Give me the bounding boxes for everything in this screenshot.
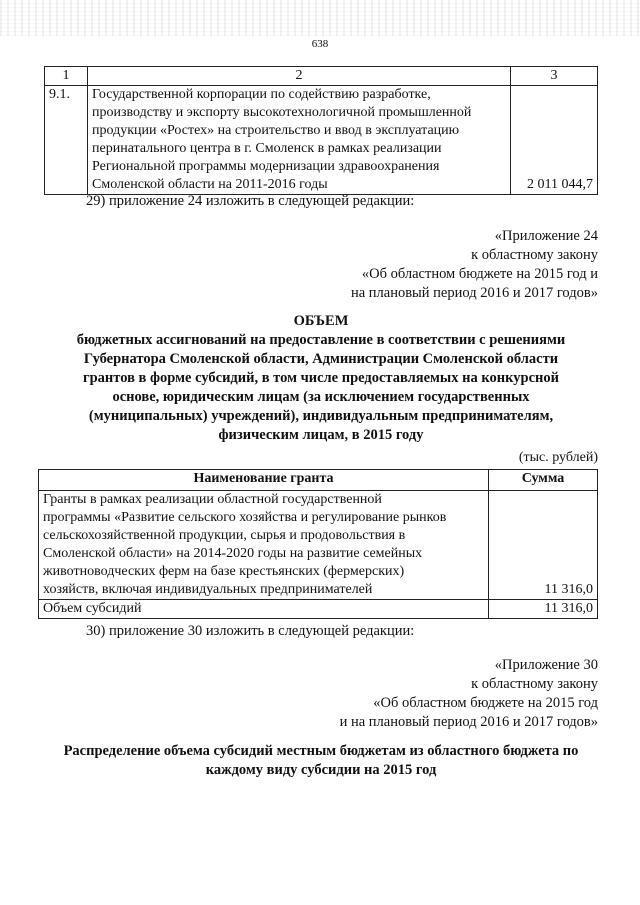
description-line: Гранты в рамках реализации областной государственной (43, 492, 382, 507)
units-label: (тыс. рублей) (518, 450, 598, 465)
appendix-line: «Приложение 24 (494, 228, 598, 244)
heading-line: грантов в форме субсидий, в том числе предоставляемых на конкурсной (83, 370, 559, 386)
grant-amount: 11 316,0 (489, 491, 598, 600)
column-header: Сумма (489, 470, 598, 491)
row-description (88, 86, 511, 195)
heading-line: Распределение объема субсидий местным бюджетам из областного бюджета по (63, 743, 579, 759)
description-line: животноводческих ферм на базе крестьянских (фермерских) (43, 564, 405, 579)
heading-title: ОБЪЕМ (293, 313, 349, 329)
distribution-heading (44, 742, 598, 780)
continued-table (44, 66, 598, 195)
heading-line: основе, юридическим лицам (за исключением государственных (112, 389, 530, 405)
description-line: Региональной программы модернизации здравоохранения (92, 159, 440, 174)
grant-description (39, 491, 489, 600)
heading-line: каждому виду субсидии на 2015 год (205, 762, 437, 778)
table-row (39, 600, 598, 619)
heading-line: Губернатора Смоленской области, Администрации Смоленской области (83, 351, 559, 367)
row-amount: 2 011 044,7 (511, 86, 598, 195)
volume-heading (44, 312, 598, 445)
heading-line: бюджетных ассигнований на предоставление в соответствии с решениями (76, 332, 566, 348)
table-row (45, 86, 598, 195)
description-line: продукции «Ростех» на строительство и ввод в эксплуатацию (92, 123, 460, 138)
description-line: хозяйств, включая индивидуальных предпринимателей (43, 582, 373, 597)
grant-table (38, 469, 598, 619)
appendix-line: «Приложение 30 (494, 657, 598, 673)
appendix-line: «Об областном бюджете на 2015 год и (361, 266, 598, 282)
description-line: Смоленской области» на 2014-2020 годы на развитие семейных (43, 546, 423, 561)
appendix-line: и на плановый период 2016 и 2017 годов» (339, 714, 598, 730)
appendix-24-header (351, 227, 598, 303)
column-header: 1 (45, 67, 88, 86)
table-header-row (39, 470, 598, 491)
appendix-line: к областному закону (471, 247, 598, 263)
column-header: 2 (88, 67, 511, 86)
description-line: перинатального центра в г. Смоленск в рамках реализации (92, 141, 442, 156)
row-number: 9.1. (45, 86, 88, 195)
appendix-line: «Об областном бюджете на 2015 год (373, 695, 598, 711)
table-header-row (45, 67, 598, 86)
heading-line: физическим лицам, в 2015 году (218, 427, 424, 443)
paragraph-29: 29) приложение 24 изложить в следующей редакции: (86, 193, 415, 209)
description-line: Смоленской области на 2011-2016 годы (92, 177, 328, 192)
appendix-line: к областному закону (471, 676, 598, 692)
scan-noise-header (0, 0, 640, 36)
description-line: Государственной корпорации по содействию разработке, (92, 87, 431, 102)
heading-line: (муниципальных) учреждений), индивидуальным предпринимателям, (88, 408, 554, 424)
table-row (39, 491, 598, 600)
total-amount: 11 316,0 (489, 600, 598, 619)
total-label: Объем субсидий (39, 600, 489, 619)
column-header: Наименование гранта (39, 470, 489, 491)
description-line: сельскохозяйственной продукции, сырья и продовольствия в (43, 528, 406, 543)
column-header: 3 (511, 67, 598, 86)
appendix-30-header (340, 656, 598, 732)
appendix-line: на плановый период 2016 и 2017 годов» (350, 285, 598, 301)
description-line: программы «Развитие сельского хозяйства и регулирование рынков (43, 510, 447, 525)
description-line: производству и экспорту высокотехнологичной промышленной (92, 105, 472, 120)
page-number: 638 (311, 38, 329, 50)
paragraph-30: 30) приложение 30 изложить в следующей редакции: (86, 623, 415, 639)
